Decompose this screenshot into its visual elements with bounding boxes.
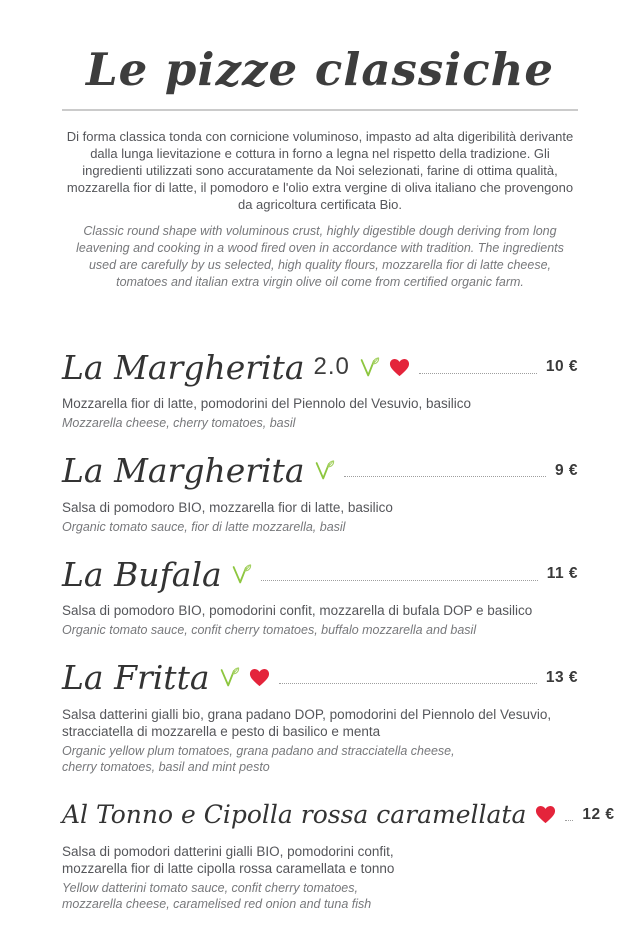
dotted-leader	[419, 373, 537, 374]
item-description-italian	[62, 843, 578, 877]
item-price: 11 €	[546, 565, 578, 583]
description-line: stracciatella di mozzarella e pesto di basilico e menta	[62, 723, 381, 739]
item-name: La Margherita	[62, 451, 305, 491]
description-line: Mozzarella cheese, cherry tomatoes, basil	[62, 416, 296, 431]
item-description-english	[62, 880, 578, 913]
item-name-suffix: 2.0	[313, 353, 350, 381]
menu-item-margherita	[62, 449, 578, 536]
description-line: cherry tomatoes, basil and mint pesto	[62, 760, 270, 775]
menu-item-bufala	[62, 552, 578, 639]
item-price: 10 €	[545, 358, 578, 376]
description-line: mozzarella cheese, caramelised red onion and tuna fish	[62, 897, 372, 912]
item-description-italian	[62, 395, 578, 412]
description-line: Mozzarella fior di latte, pomodorini del Piennolo del Vesuvio, basilico	[62, 396, 471, 412]
heart-icon	[535, 805, 556, 824]
description-line: Organic yellow plum tomatoes, grana padano and stracciatella cheese,	[62, 743, 455, 758]
title-divider	[62, 109, 578, 111]
description-line: Organic tomato sauce, confit cherry tomatoes, buffalo mozzarella and basil	[62, 623, 477, 638]
item-description-italian	[62, 706, 578, 740]
dotted-leader	[279, 683, 537, 684]
menu-item-header	[62, 552, 578, 596]
item-description-italian	[62, 602, 578, 619]
item-name: La Bufala	[62, 554, 222, 594]
menu-item-header	[62, 345, 578, 389]
intro-paragraph-italian: Di forma classica tonda con cornicione voluminoso, impasto ad alta digeribilità derivante dalla lunga lievitazione e cottura in forno a legna nel rispetto della tradizione. Gli ingredienti utilizzati sono accuratamente da Noi selezionati, farine di ottima qualità, mozzarella fior di latte, il pomodoro e l'olio extra vergine di oliva italiano che provengono da agricoltura certificata Bio.	[66, 129, 574, 213]
dotted-leader	[261, 580, 538, 581]
page-title: Le pizze classiche	[85, 43, 555, 96]
menu-item-fritta	[62, 656, 578, 776]
menu-item-tonno-cipolla	[62, 793, 615, 913]
description-line: Salsa datterini gialli bio, grana padano DOP, pomodorini del Piennolo del Vesuvio,	[62, 706, 552, 722]
menu-page	[0, 42, 640, 941]
item-price: 9 €	[554, 461, 578, 479]
intro-paragraph-english: Classic round shape with voluminous crust, highly digestible dough deriving from long leavening and cooking in a wood fired oven in accordance with tradition. The ingredients used are carefully by us selected, high quality flours, mozzarella fior di latte cheese, tomatoes and italian extra virgin olive oil come from certified organic farm.	[76, 224, 564, 290]
description-line: Yellow datterini tomato sauce, confit cherry tomatoes,	[62, 880, 358, 895]
menu-items-list	[62, 345, 615, 913]
vegetarian-v-leaf-icon	[219, 666, 240, 689]
menu-item-header	[62, 793, 615, 837]
heart-icon	[389, 358, 410, 377]
menu-item-header	[62, 449, 578, 493]
menu-item-margherita-2-0	[62, 345, 578, 432]
item-description-italian	[62, 499, 578, 516]
item-name: La Fritta	[62, 658, 210, 698]
menu-item-header	[62, 656, 578, 700]
item-description-english	[62, 743, 578, 776]
description-line: mozzarella fior di latte cipolla rossa caramellata e tonno	[62, 860, 395, 876]
item-price: 12 €	[582, 805, 615, 823]
description-line: Salsa di pomodoro BIO, pomodorini confit, mozzarella di bufala DOP e basilico	[62, 603, 533, 619]
item-name: Al Tonno e Cipolla rossa caramellata	[62, 800, 527, 830]
dotted-leader	[344, 476, 546, 477]
heart-icon	[249, 668, 270, 687]
item-description-english	[62, 415, 578, 432]
vegetarian-v-leaf-icon	[231, 563, 252, 586]
description-line: Salsa di pomodori datterini gialli BIO, pomodorini confit,	[62, 843, 394, 859]
item-description-english	[62, 519, 578, 536]
dotted-leader	[565, 820, 573, 821]
description-line: Organic tomato sauce, fior di latte mozzarella, basil	[62, 519, 346, 534]
item-description-english	[62, 622, 578, 639]
item-name: La Margherita	[62, 347, 305, 387]
vegetarian-v-leaf-icon	[314, 459, 335, 482]
description-line: Salsa di pomodoro BIO, mozzarella fior di latte, basilico	[62, 499, 393, 515]
vegetarian-v-leaf-icon	[359, 356, 380, 379]
item-price: 13 €	[545, 668, 578, 686]
